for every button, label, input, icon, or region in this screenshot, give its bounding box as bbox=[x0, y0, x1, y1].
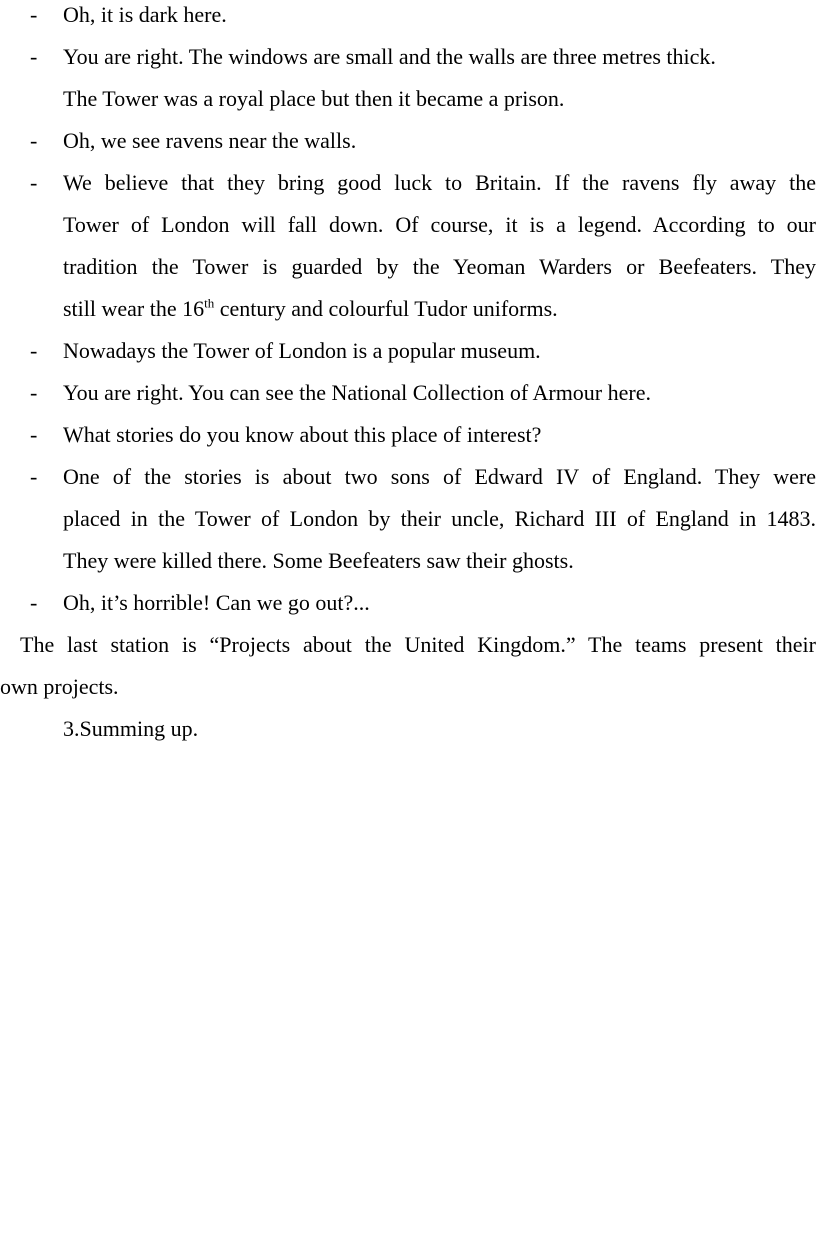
dialogue-line bbox=[0, 162, 816, 204]
dialogue-line bbox=[0, 120, 816, 162]
dialogue-line bbox=[0, 246, 816, 288]
dialogue-line bbox=[0, 78, 816, 120]
dash-bullet: - bbox=[30, 338, 38, 363]
line-text: They were killed there. Some Beefeaters saw their ghosts. bbox=[63, 548, 574, 573]
dialogue-line bbox=[0, 456, 816, 498]
dash-bullet: - bbox=[30, 44, 38, 69]
dash-bullet: - bbox=[30, 422, 38, 447]
paragraph-line bbox=[0, 666, 816, 708]
paragraph-line bbox=[20, 624, 816, 666]
dialogue-line bbox=[0, 36, 816, 78]
line-text: You are right. You can see the National Collection of Armour here. bbox=[63, 380, 651, 405]
line-text: We believe that they bring good luck to Britain. If the ravens fly away the bbox=[63, 170, 816, 195]
dash-bullet: - bbox=[30, 2, 38, 27]
line-text: Oh, it’s horrible! Can we go out?... bbox=[63, 590, 370, 615]
summing-up-text: 3.Summing up. bbox=[63, 716, 199, 741]
dialogue-line bbox=[0, 330, 816, 372]
superscript: th bbox=[204, 295, 215, 311]
line-text: tradition the Tower is guarded by the Yeoman Warders or Beefeaters. They bbox=[63, 254, 816, 279]
dialogue-line bbox=[0, 288, 816, 330]
line-text: Tower of London will fall down. Of course, it is a legend. According to our bbox=[63, 212, 816, 237]
text-segment: still wear the 16 bbox=[63, 296, 205, 321]
line-text: Oh, it is dark here. bbox=[63, 2, 227, 27]
dialogue-line bbox=[0, 582, 816, 624]
dialogue-line bbox=[0, 0, 816, 36]
dialogue-line bbox=[0, 414, 816, 456]
dialogue-line bbox=[0, 498, 816, 540]
section-heading bbox=[0, 708, 816, 750]
dialogue-line bbox=[0, 204, 816, 246]
dash-bullet: - bbox=[30, 170, 38, 195]
dash-bullet: - bbox=[30, 128, 38, 153]
text-segment: century and colourful Tudor uniforms. bbox=[214, 296, 558, 321]
dash-bullet: - bbox=[30, 590, 38, 615]
line-text: own projects. bbox=[0, 674, 119, 699]
dash-bullet: - bbox=[30, 464, 38, 489]
dialogue-line bbox=[0, 540, 816, 582]
line-text: What stories do you know about this place of interest? bbox=[63, 422, 542, 447]
dash-bullet: - bbox=[30, 380, 38, 405]
line-text: Nowadays the Tower of London is a popular museum. bbox=[63, 338, 541, 363]
line-text bbox=[63, 288, 816, 330]
line-text: The last station is “Projects about the United Kingdom.” The teams present their bbox=[20, 632, 816, 657]
line-text: The Tower was a royal place but then it became a prison. bbox=[63, 86, 565, 111]
dialogue-line bbox=[0, 372, 816, 414]
line-text: You are right. The windows are small and the walls are three metres thick. bbox=[63, 44, 716, 69]
line-text: One of the stories is about two sons of Edward IV of England. They were bbox=[63, 464, 816, 489]
line-text: Oh, we see ravens near the walls. bbox=[63, 128, 357, 153]
line-text: placed in the Tower of London by their uncle, Richard III of England in 1483. bbox=[63, 506, 816, 531]
